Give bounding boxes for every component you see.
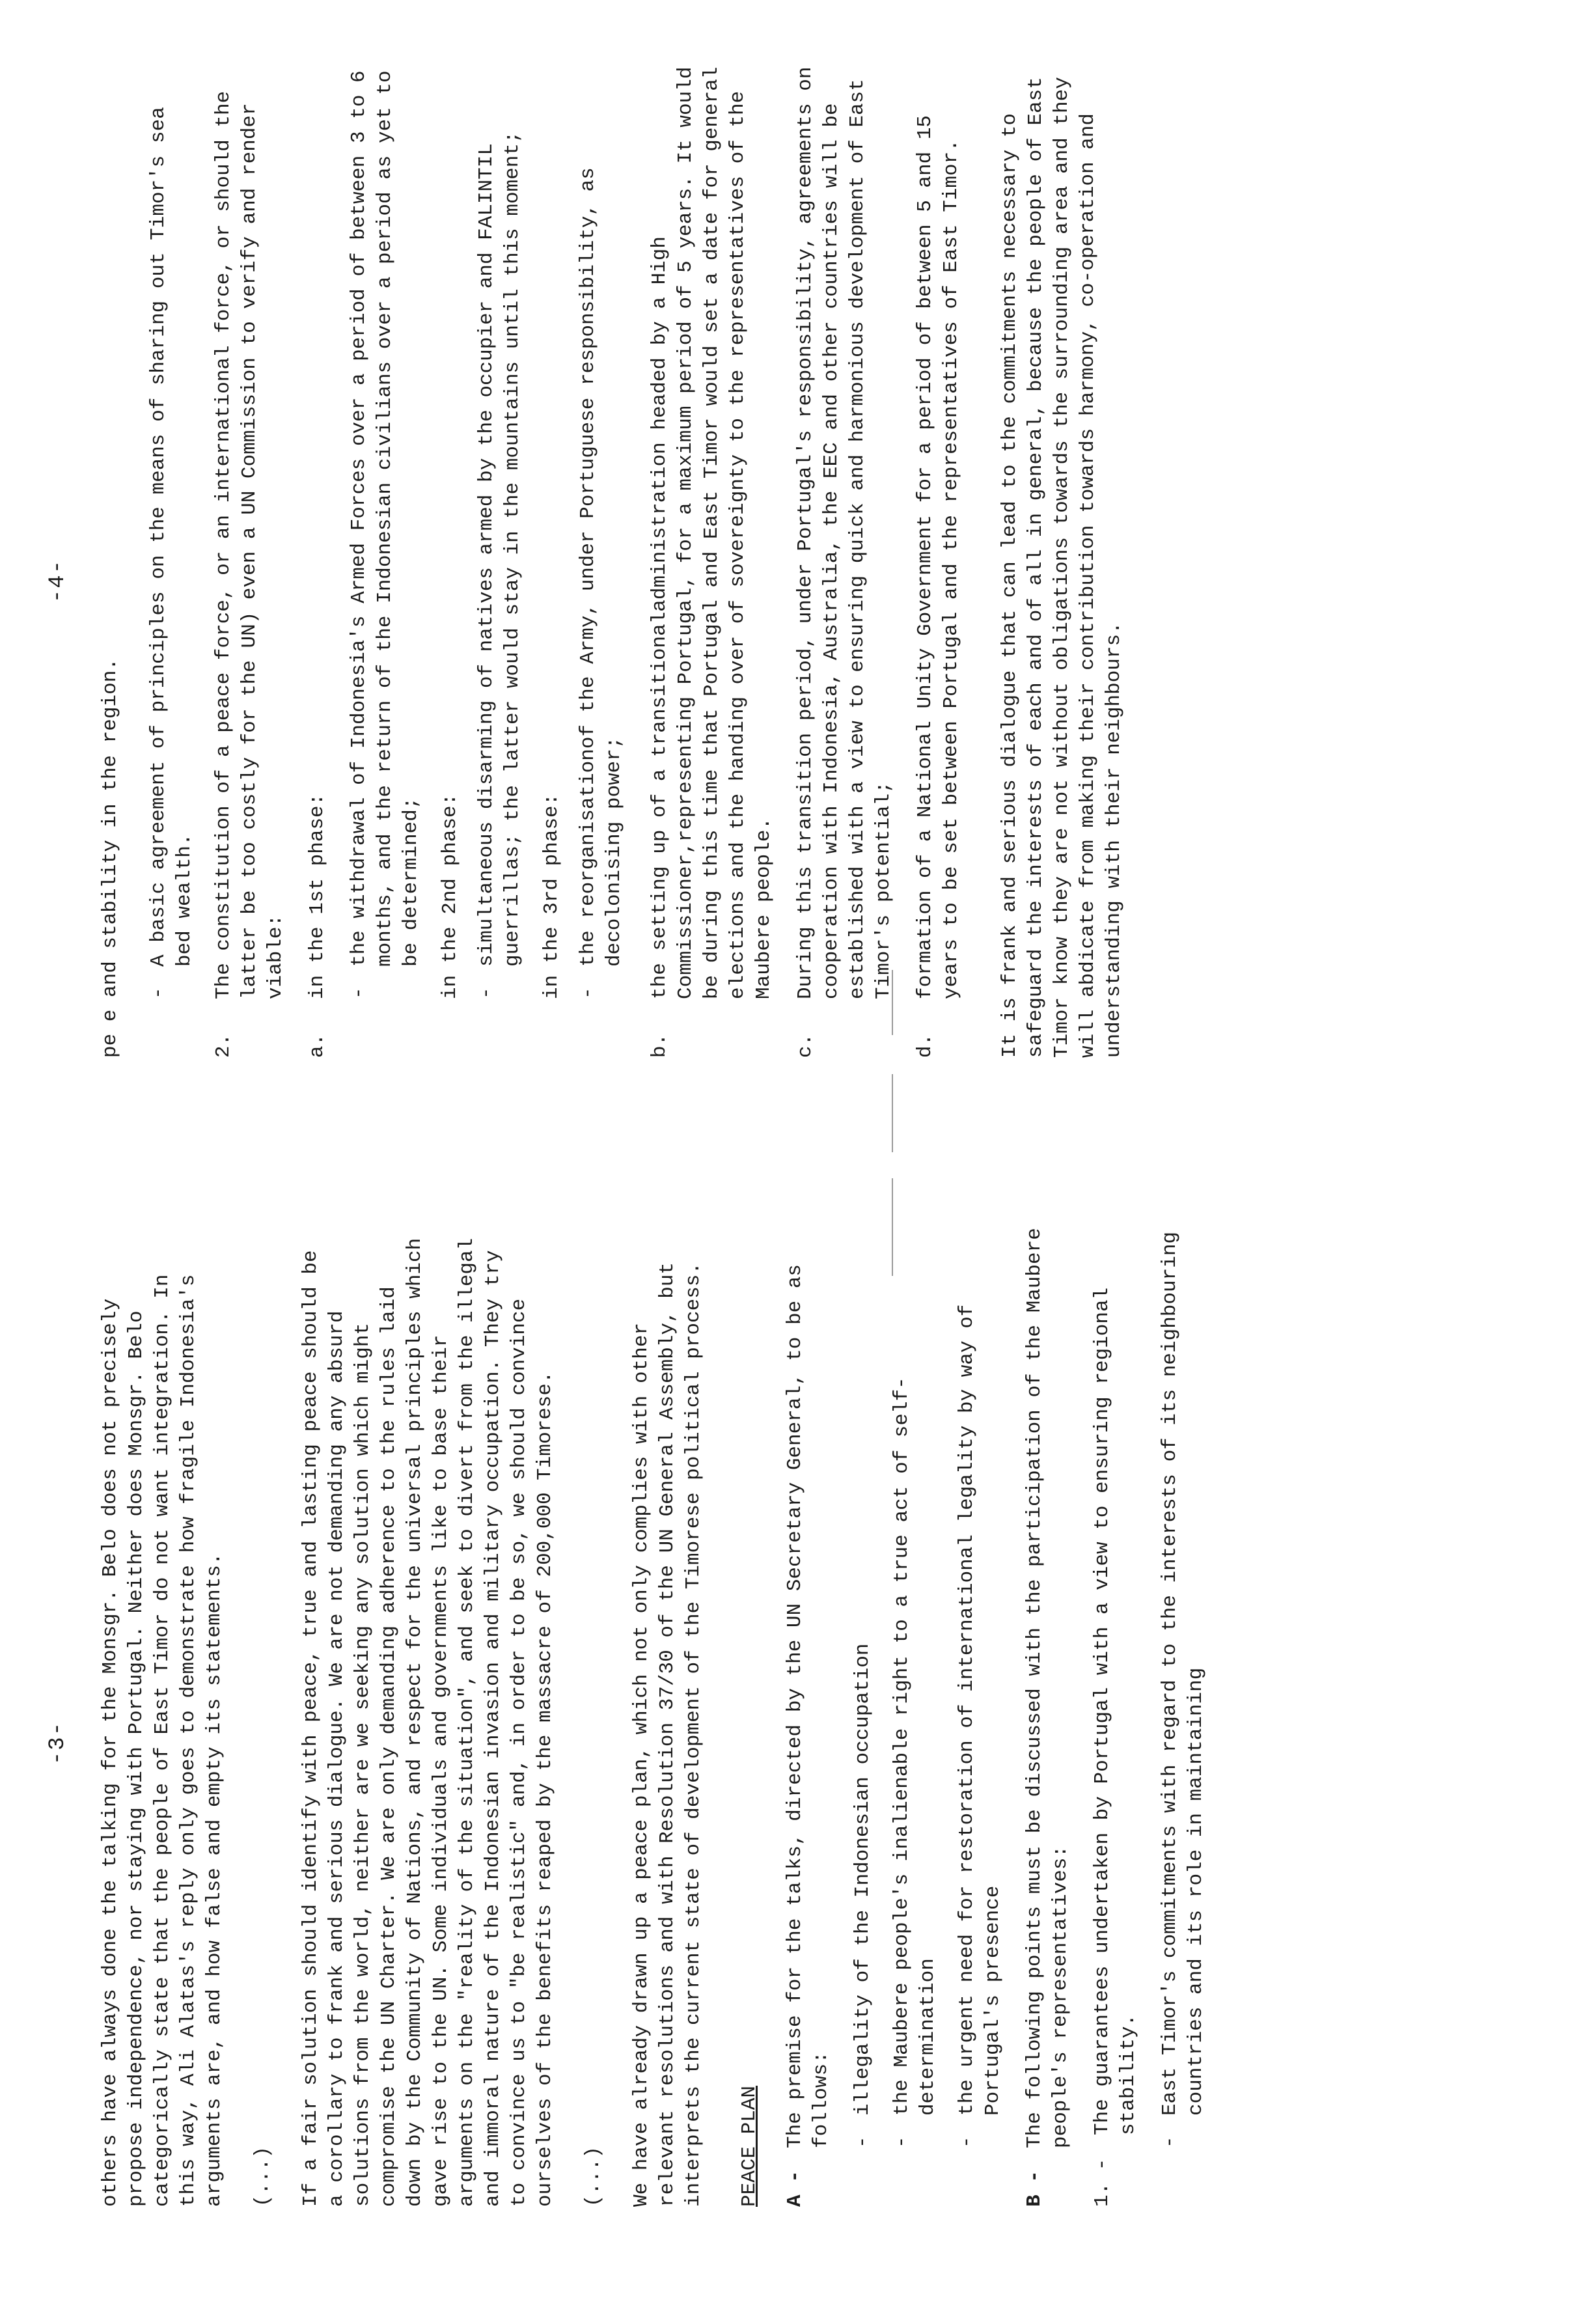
paragraph: If a fair solution should identify with peace, true and lasting peace should be a corollary to frank and serious dialogue. We are not demanding any absurd solutions from the world, neither are we seeking any solution which might compromise the UN Charter. We are only demanding adherence to the rules laid down by the Community of Nations, and respect for the universal principles which gave rise to the UN. Some individuals and governments like to base their arguments on the "reality of the situation", and seek to divert from the illegal and immoral nature of the Indonesian invasion and military occupation. They try to convince us to "be realistic" and, in order to be so, we should convince ourselves of the benefits reaped by the massacre of 200,000 Timorese. (299, 1238, 557, 2207)
item-text: During this transition period, under Portugal's responsibility, agreements on cooperation with Indonesia, Australia, the EEC and other countries will be established with a view to ensuring quick and harmonious development of East Timor's potential; (794, 66, 895, 999)
item-text: The guarantees undertaken by Portugal with a view to ensuring regional stability. (1091, 1287, 1140, 2135)
premise-item (782, 1227, 834, 2207)
dash: - (851, 2136, 874, 2148)
dash: - (890, 2136, 913, 2148)
lettered-item (913, 59, 965, 1058)
list-item-text: simultaneous disarming of natives armed by the occupier and FALINTIL guerrillas; the latter would stay in the mountains until this moment; (475, 131, 524, 967)
item-text: The constitution of a peace force, or an international force, or should the latter be too costly for the UN) even a UN Commission to verify and render viable: (212, 90, 287, 999)
paragraph: We have already drawn up a peace plan, which not only complies with other relevant resolutions and with Resolution 37/30 of the UN General Assembly, but interprets the current state of development of the Timorese political process. (630, 1262, 705, 2207)
lettered-item (793, 59, 897, 1058)
lettered-item (305, 59, 331, 1058)
scan-artifact-line (892, 1178, 893, 1276)
discussion-item (1022, 1227, 1074, 2207)
numbered-item (1090, 1227, 1142, 2207)
list-item (146, 59, 198, 999)
page-number: -4- (46, 559, 70, 603)
numbered-item (211, 59, 289, 1058)
item-text: in the 1st phase: (306, 793, 329, 999)
phase-heading: in the 2nd phase: (439, 793, 461, 999)
item-text: the setting up of a transitionaladministration headed by a High Commissioner,representing Portugal, for a maximum period of 5 years. It would be during this time that Portugal and East Timor would set a date for general elections and the handing over of sovereignty to the representatives of the Maubere people. (648, 66, 775, 999)
list-item (1157, 1227, 1209, 2148)
ellipsis: (...) (251, 2146, 274, 2207)
list-item (575, 59, 627, 999)
dash: - (147, 987, 170, 999)
item-label: d. (914, 1033, 937, 1058)
dash: - (1159, 2136, 1181, 2148)
list-item-text: the Maubere people's inalienable right to a true act of self-determination (890, 1377, 939, 2116)
list-item-text: the reorganisationof the Army, under Portuguese responsibility, as decolonising power; (577, 167, 626, 967)
list-item-text: the withdrawal of Indonesia's Armed Forces over a period of between 3 to 6 months, and the return of the Indonesian civilians over a period as yet to be determined; (348, 70, 422, 967)
list-item-text: A basic agreement of principles on the means of sharing out Timor's sea bed wealth. (147, 107, 196, 967)
item-text: formation of a National Unity Government for a period of between 5 and 15 years to be set between Portugal and the representatives of East Timor. (914, 115, 963, 999)
item-label: B - (1023, 2170, 1046, 2207)
dash: - (475, 987, 498, 999)
item-label: A - (784, 2170, 806, 2207)
list-item-text: the urgent need for restoration of international legality by way of Portugal's presence (956, 1304, 1004, 2116)
page-number: -3- (46, 1721, 70, 1765)
lettered-item (647, 59, 777, 1058)
item-label: c. (794, 1033, 817, 1058)
closing-paragraph: It is frank and serious dialogue that can lead to the commitments necessary to safeguard the interests of each and of all in general, because the people of East Timor know they are not without obligations towards the surrounding area and they will abdicate from making their contribution towards harmony, co-operation and understanding with their neighbours. (998, 77, 1125, 1058)
page-3 (0, 1162, 1583, 2324)
item-label: b. (648, 1033, 671, 1058)
list-item (954, 1227, 1006, 2148)
item-label: 2. (212, 1033, 235, 1058)
phase-heading: in the 3rd phase: (540, 793, 563, 999)
list-item (346, 59, 424, 999)
section-heading: PEACE PLAN (738, 2085, 761, 2207)
dash: - (956, 2136, 978, 2148)
item-label: a. (306, 1033, 329, 1058)
paragraph: others have always done the talking for the Monsgr. Belo does not precisely propose independence, nor staying with Portugal. Neither does Monsgr. Belo categorically state that the people of East Timor do not want integration. In this way, Ali Alatas's reply only goes to demonstrate how fragile Indonesia's arguments are, and how false and empty its statements. (99, 1274, 226, 2207)
item-label: 1. - (1091, 2158, 1114, 2207)
ellipsis: (...) (582, 2146, 605, 2207)
list-item-text: East Timor's commitments with regard to the interests of its neighbouring countries and its role in maintaining (1159, 1231, 1207, 2116)
list-item-text: illegality of the Indonesian occupation (851, 1643, 874, 2116)
list-item (474, 59, 526, 999)
item-text: The following points must be discussed with the participation of the Maubere people's representatives: (1023, 1228, 1072, 2148)
dash: - (577, 987, 599, 999)
list-item (889, 1227, 941, 2148)
list-item (850, 1227, 876, 2148)
item-text: The premise for the talks, directed by the UN Secretary General, to be as follows: (784, 1264, 833, 2148)
dash: - (348, 987, 370, 999)
paragraph: pe e and stability in the region. (99, 658, 122, 1058)
